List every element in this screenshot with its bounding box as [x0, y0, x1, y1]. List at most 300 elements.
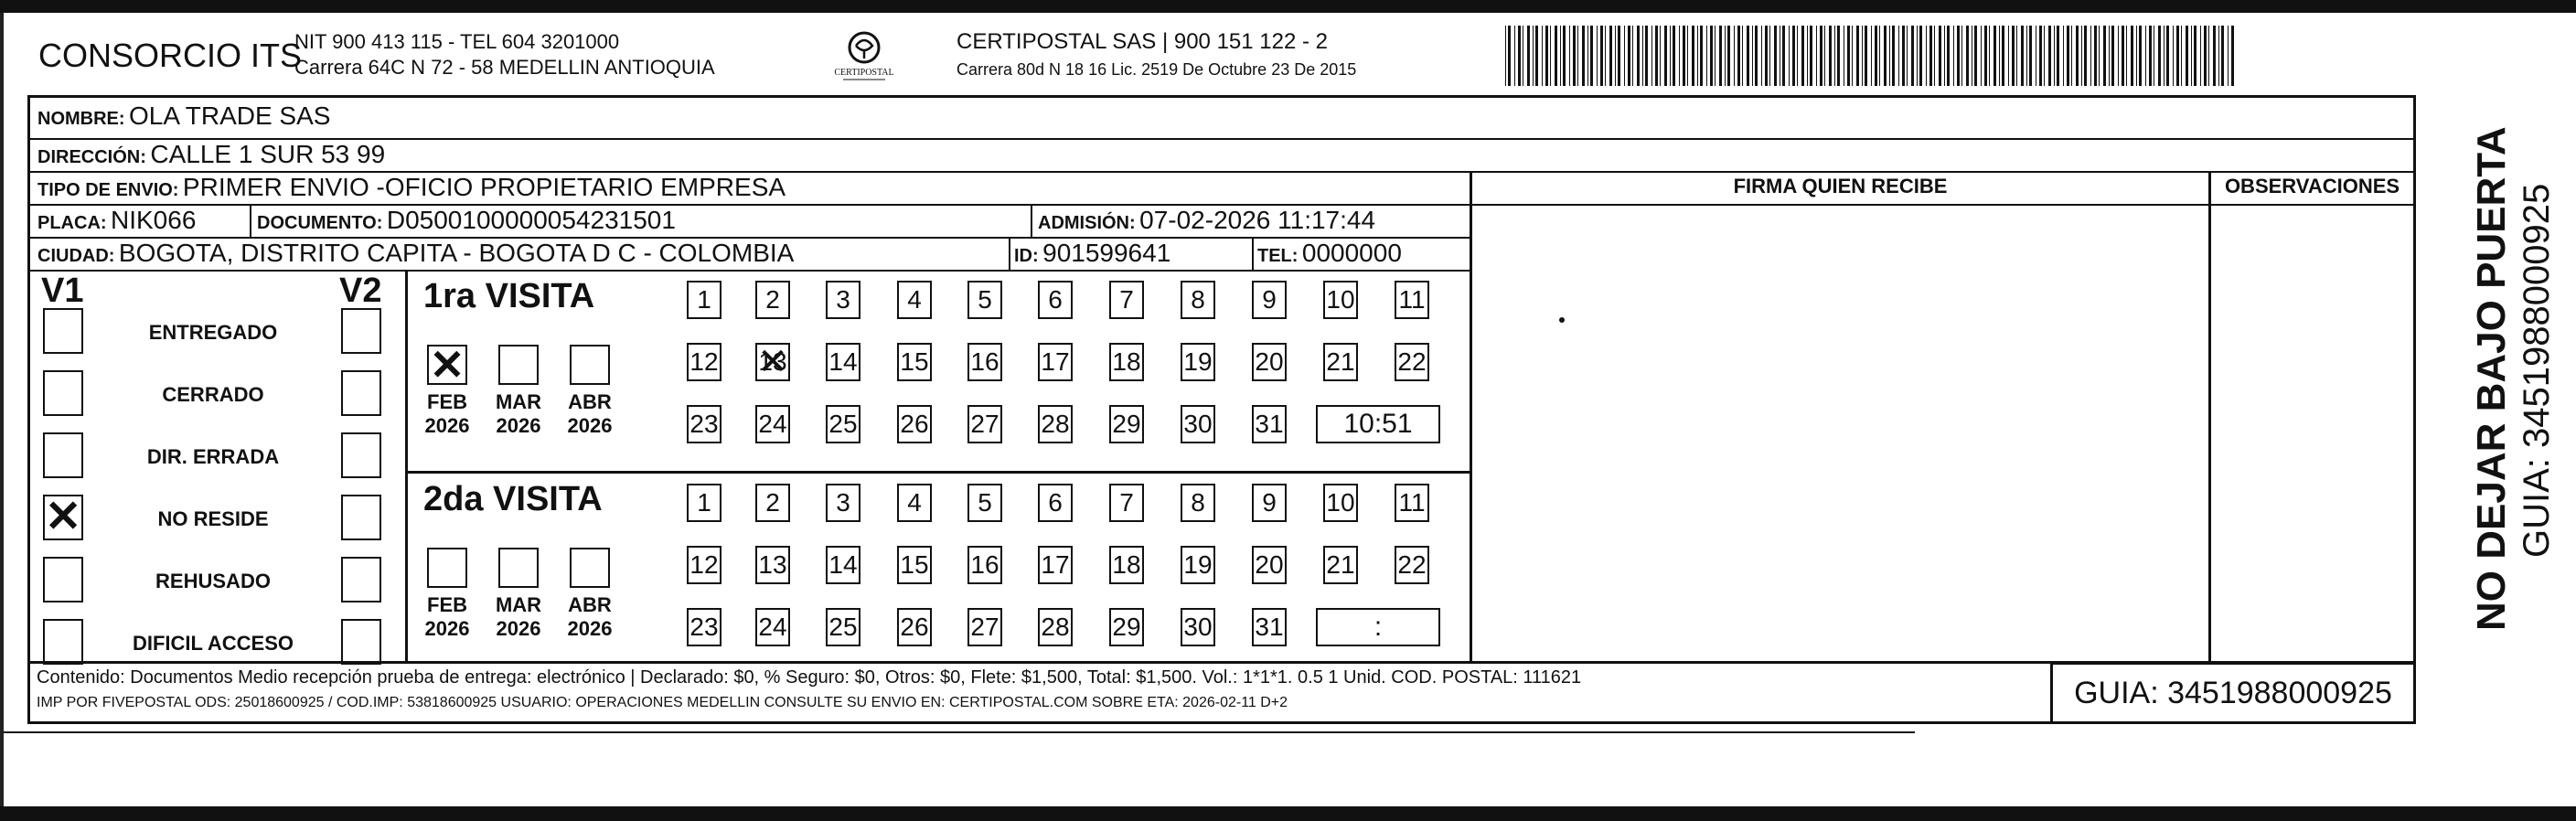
- barcode-bar: [1508, 26, 1511, 86]
- barcode-bar: [2063, 26, 2064, 86]
- day-box[interactable]: 9: [1252, 281, 1287, 319]
- barcode-bar: [1944, 26, 1945, 86]
- barcode-bar: [2021, 26, 2024, 86]
- barcode-bar: [2039, 26, 2042, 86]
- barcode-bar: [2221, 26, 2224, 86]
- month-name: MAR: [495, 390, 542, 413]
- barcode-bar: [1597, 26, 1598, 86]
- side-guia: GUIA: 3451988000925: [2517, 183, 2557, 558]
- barcode-bar: [1792, 26, 1795, 86]
- barcode-bar: [1961, 26, 1962, 86]
- barcode-bar: [1834, 26, 1835, 86]
- barcode-bar: [1797, 26, 1798, 86]
- placa-label: PLACA:: [37, 213, 107, 233]
- barcode-bar: [1782, 26, 1785, 86]
- barcode-bar: [2145, 26, 2146, 86]
- documento-value: D0500100000054231501: [386, 206, 676, 234]
- visit-time[interactable]: :: [1316, 608, 1440, 646]
- day-box[interactable]: 1: [687, 484, 721, 522]
- barcode-bar: [2131, 26, 2133, 86]
- month-label: [491, 390, 546, 438]
- day-box[interactable]: 8: [1181, 281, 1215, 319]
- barcode-bar: [1600, 26, 1603, 86]
- barcode-bar: [1837, 26, 1840, 86]
- v2-checkbox[interactable]: [341, 557, 381, 602]
- barcode-bar: [2191, 26, 2192, 86]
- month-label: [420, 390, 475, 438]
- id-label: ID:: [1014, 246, 1039, 266]
- day-box[interactable]: 17: [1038, 343, 1073, 381]
- barcode-bar: [1847, 26, 1850, 86]
- barcode-bar: [1820, 26, 1822, 86]
- barcode-bar: [1692, 26, 1694, 86]
- status-label: CERRADO: [162, 383, 264, 406]
- day-box[interactable]: 1: [687, 281, 721, 319]
- month-label: [562, 390, 617, 438]
- certipostal-info: CERTIPOSTAL SAS | 900 151 122 - 2: [957, 29, 1328, 54]
- day-box[interactable]: 14: [826, 343, 860, 381]
- barcode-bar: [1862, 26, 1863, 86]
- month-year: 2026: [496, 414, 541, 437]
- barcode-bar: [1683, 26, 1685, 86]
- nombre-row: [37, 101, 330, 131]
- day-box[interactable]: 10: [1323, 281, 1358, 319]
- day-box[interactable]: 19: [1181, 546, 1215, 584]
- barcode-bar: [1879, 26, 1880, 86]
- barcode-bar: [1755, 26, 1758, 86]
- month-checkbox[interactable]: [570, 548, 610, 588]
- v1-checkbox[interactable]: [43, 432, 83, 478]
- day-box[interactable]: 30: [1181, 608, 1215, 646]
- barcode-bar: [2139, 26, 2142, 86]
- barcode-bar: [1789, 26, 1790, 86]
- barcode-bar: [1582, 26, 1585, 86]
- day-box[interactable]: 2: [755, 484, 790, 522]
- day-box[interactable]: 8: [1181, 484, 1215, 522]
- barcode-bar: [1889, 26, 1890, 86]
- barcode-bar: [2054, 26, 2055, 86]
- day-box[interactable]: 24: [755, 608, 790, 646]
- month-name: FEB: [427, 390, 467, 413]
- barcode-bar: [1892, 26, 1895, 86]
- barcode-bar: [2111, 26, 2114, 86]
- v2-checkbox[interactable]: [341, 619, 381, 665]
- barcode-bar: [2228, 26, 2229, 86]
- barcode-bar: [1917, 26, 1918, 86]
- firma-header: FIRMA QUIEN RECIBE: [1733, 175, 1948, 197]
- barcode-bar: [1679, 26, 1680, 86]
- month-checkbox[interactable]: [570, 345, 610, 385]
- barcode-bar: [2067, 26, 2069, 86]
- month-name: ABR: [568, 593, 612, 616]
- tipo-value: PRIMER ENVIO -OFICIO PROPIETARIO EMPRESA: [182, 173, 786, 201]
- status-label: DIR. ERRADA: [146, 445, 280, 468]
- delivery-form: [27, 95, 2416, 664]
- barcode-bar: [2076, 26, 2079, 86]
- barcode-bar: [1587, 26, 1588, 86]
- status-label: REHUSADO: [155, 570, 271, 592]
- day-box[interactable]: 22: [1395, 546, 1429, 584]
- barcode-bar: [2071, 26, 2072, 86]
- barcode-bar: [1747, 26, 1749, 86]
- tipo-label: TIPO DE ENVIO:: [37, 180, 179, 200]
- day-box[interactable]: 31: [1252, 608, 1287, 646]
- day-box[interactable]: 17: [1038, 546, 1073, 584]
- barcode-bar: [1573, 26, 1576, 86]
- v1-checkbox[interactable]: [43, 308, 83, 354]
- barcode-bar: [1628, 26, 1630, 86]
- company-address: Carrera 64C N 72 - 58 MEDELLIN ANTIOQUIA: [294, 56, 715, 79]
- barcode-bar: [1742, 26, 1743, 86]
- barcode-bar: [1824, 26, 1825, 86]
- barcode-bar: [1533, 26, 1534, 86]
- barcode-bar: [1856, 26, 1859, 86]
- barcode-bar: [1687, 26, 1688, 86]
- nombre-label: NOMBRE:: [37, 109, 125, 129]
- day-box[interactable]: 3: [826, 281, 860, 319]
- month-name: FEB: [427, 593, 467, 616]
- barcode-bar: [2204, 26, 2207, 86]
- barcode-bar: [1664, 26, 1667, 86]
- barcode-bar: [1774, 26, 1777, 86]
- month-year: 2026: [424, 414, 470, 437]
- barcode-bar: [1993, 26, 1996, 86]
- admision-label: ADMISIÓN:: [1038, 213, 1136, 233]
- left-border: [0, 13, 4, 806]
- day-box[interactable]: 30: [1181, 405, 1215, 443]
- barcode-bar: [1898, 26, 1899, 86]
- day-box[interactable]: 15: [897, 343, 932, 381]
- admision-cell: [1038, 206, 1375, 235]
- day-box[interactable]: 18: [1109, 343, 1144, 381]
- barcode-bar: [2181, 26, 2182, 86]
- v2-checkbox[interactable]: [341, 432, 381, 478]
- day-box[interactable]: 5: [967, 281, 1002, 319]
- day-box[interactable]: 6: [1038, 281, 1073, 319]
- v1-checkbox[interactable]: [43, 370, 83, 416]
- month-checkbox[interactable]: [498, 345, 539, 385]
- company-name: CONSORCIO ITS: [38, 37, 303, 74]
- barcode-bar: [1919, 26, 1922, 86]
- barcode-bar: [1673, 26, 1675, 86]
- barcode-bar: [1545, 26, 1548, 86]
- month-name: MAR: [495, 593, 542, 616]
- barcode-bar: [1569, 26, 1570, 86]
- day-box[interactable]: 20: [1252, 546, 1287, 584]
- company-nit: NIT 900 413 115 - TEL 604 3201000: [294, 30, 620, 53]
- month-year: 2026: [496, 617, 541, 640]
- barcode-bar: [1697, 26, 1698, 86]
- certipostal-license: Carrera 80d N 18 16 Lic. 2519 De Octubre 23 De 2015: [957, 60, 1357, 79]
- barcode-bar: [1535, 26, 1538, 86]
- day-box[interactable]: 12: [687, 546, 721, 584]
- barcode-bar: [1719, 26, 1722, 86]
- documento-cell: [257, 206, 676, 235]
- month-year: 2026: [567, 617, 613, 640]
- barcode-bar: [1852, 26, 1853, 86]
- barcode-bar: [1706, 26, 1707, 86]
- barcode-bar: [2136, 26, 2137, 86]
- day-box[interactable]: 7: [1109, 281, 1144, 319]
- day-box[interactable]: 14: [826, 546, 860, 584]
- barcode-bar: [1518, 26, 1521, 86]
- barcode-bar: [2008, 26, 2009, 86]
- direccion-value: CALLE 1 SUR 53 99: [150, 140, 386, 168]
- barcode-bar: [1710, 26, 1713, 86]
- barcode-bar: [2090, 26, 2091, 86]
- barcode-bar: [1807, 26, 1808, 86]
- visit-title: 1ra VISITA: [423, 277, 595, 315]
- barcode-bar: [1550, 26, 1551, 86]
- tel-cell: [1257, 239, 1402, 268]
- ciudad-cell: [37, 239, 794, 268]
- barcode-bar: [1871, 26, 1872, 86]
- barcode-bar: [1563, 26, 1566, 86]
- barcode-bar: [1590, 26, 1593, 86]
- status-label: DIFICIL ACCESO: [132, 632, 294, 655]
- certipostal-logo: [823, 27, 905, 86]
- footer-imp: IMP POR FIVEPOSTAL ODS: 25018600925 / COD.IMP: 53818600925 USUARIO: OPERACIONES MEDELLIN CONSULTE SU ENVIO EN: CERTIPOSTAL.COM SOBRE ETA: 2026-02-11 D+2: [37, 695, 1288, 710]
- barcode-bar: [2213, 26, 2216, 86]
- barcode-bar: [2231, 26, 2234, 86]
- company-info: [294, 29, 715, 80]
- barcode-bar: [1624, 26, 1625, 86]
- tel-label: TEL:: [1257, 246, 1299, 266]
- barcode-bar: [1765, 26, 1768, 86]
- v2-checkbox[interactable]: [341, 370, 381, 416]
- barcode-bar: [2099, 26, 2100, 86]
- tel-value: 0000000: [1301, 239, 1402, 267]
- day-box[interactable]: 19: [1181, 343, 1215, 381]
- visit-title: 2da VISITA: [423, 480, 603, 518]
- guia-number: GUIA: 3451988000925: [2050, 662, 2416, 724]
- status-label: NO RESIDE: [157, 507, 269, 530]
- barcode-bar: [1615, 26, 1616, 86]
- day-box[interactable]: 21: [1323, 546, 1358, 584]
- month-label: [562, 593, 617, 641]
- barcode-bar: [1902, 26, 1905, 86]
- barcode-bar: [2094, 26, 2097, 86]
- v1-header: V1: [41, 272, 84, 310]
- barcode-bar: [2044, 26, 2045, 86]
- observaciones-header: OBSERVACIONES: [2224, 175, 2400, 197]
- barcode-bar: [2016, 26, 2017, 86]
- ciudad-label: CIUDAD:: [37, 246, 115, 266]
- barcode-bar: [1929, 26, 1932, 86]
- month-checkbox[interactable]: [498, 548, 539, 588]
- day-box[interactable]: 15: [897, 546, 932, 584]
- barcode-bar: [2176, 26, 2179, 86]
- day-box[interactable]: 6: [1038, 484, 1073, 522]
- barcode-bar: [1609, 26, 1612, 86]
- day-box[interactable]: 2: [755, 281, 790, 319]
- barcode-bar: [1527, 26, 1530, 86]
- day-box[interactable]: 16: [967, 546, 1002, 584]
- barcode-bar: [2103, 26, 2106, 86]
- barcode-bar: [2012, 26, 2015, 86]
- day-box[interactable]: 9: [1252, 484, 1287, 522]
- no-dejar-warning: NO DEJAR BAJO PUERTA: [2469, 126, 2514, 631]
- barcode-bar: [1999, 26, 2000, 86]
- barcode: [1505, 26, 2237, 86]
- barcode-bar: [2109, 26, 2110, 86]
- barcode-bar: [2122, 26, 2124, 86]
- barcode-bar: [1981, 26, 1982, 86]
- barcode-bar: [1884, 26, 1887, 86]
- barcode-bar: [1974, 26, 1977, 86]
- day-box[interactable]: 27: [967, 405, 1002, 443]
- month-year: 2026: [567, 414, 613, 437]
- v1-checkbox[interactable]: [43, 495, 83, 540]
- barcode-bar: [1560, 26, 1561, 86]
- day-box[interactable]: 28: [1038, 608, 1073, 646]
- barcode-bar: [2149, 26, 2152, 86]
- barcode-bar: [1727, 26, 1730, 86]
- month-label: [420, 593, 475, 641]
- direccion-label: DIRECCIÓN:: [37, 147, 146, 167]
- day-box[interactable]: 29: [1109, 608, 1144, 646]
- cut-line: [4, 731, 1915, 733]
- barcode-bar: [1734, 26, 1735, 86]
- day-box[interactable]: 31: [1252, 405, 1287, 443]
- day-box[interactable]: 25: [826, 608, 860, 646]
- day-box[interactable]: 26: [897, 608, 932, 646]
- bottom-border: [0, 806, 2576, 821]
- barcode-bar: [1934, 26, 1935, 86]
- month-name: ABR: [568, 390, 612, 413]
- barcode-bar: [2118, 26, 2119, 86]
- month-checkbox[interactable]: [427, 548, 467, 588]
- day-box[interactable]: 23: [687, 608, 721, 646]
- day-box[interactable]: 26: [897, 405, 932, 443]
- barcode-bar: [1966, 26, 1969, 86]
- id-cell: [1014, 239, 1170, 268]
- barcode-bar: [1505, 26, 1506, 86]
- barcode-bar: [1810, 26, 1812, 86]
- day-box[interactable]: 4: [897, 484, 932, 522]
- barcode-bar: [2194, 26, 2197, 86]
- ciudad-value: BOGOTA, DISTRITO CAPITA - BOGOTA D C - COLOMBIA: [118, 239, 795, 267]
- barcode-bar: [1926, 26, 1927, 86]
- day-box[interactable]: 20: [1252, 343, 1287, 381]
- barcode-bar: [2081, 26, 2082, 86]
- barcode-bar: [2048, 26, 2051, 86]
- barcode-bar: [1801, 26, 1804, 86]
- logo-text: CERTIPOSTAL: [834, 68, 894, 78]
- day-box[interactable]: 28: [1038, 405, 1073, 443]
- month-year: 2026: [424, 617, 470, 640]
- barcode-bar: [1642, 26, 1643, 86]
- barcode-bar: [1655, 26, 1658, 86]
- day-box[interactable]: 18: [1109, 546, 1144, 584]
- barcode-bar: [1632, 26, 1633, 86]
- barcode-bar: [1907, 26, 1908, 86]
- status-label: ENTREGADO: [148, 321, 278, 344]
- barcode-bar: [1737, 26, 1740, 86]
- barcode-bar: [2029, 26, 2032, 86]
- nombre-value: OLA TRADE SAS: [129, 101, 331, 130]
- day-box[interactable]: 22: [1395, 343, 1429, 381]
- barcode-bar: [1865, 26, 1867, 86]
- day-box[interactable]: 25: [826, 405, 860, 443]
- top-border: [0, 0, 2576, 13]
- barcode-bar: [1752, 26, 1753, 86]
- v1-checkbox[interactable]: [43, 557, 83, 602]
- barcode-bar: [1660, 26, 1661, 86]
- barcode-bar: [1577, 26, 1578, 86]
- barcode-bar: [1670, 26, 1671, 86]
- barcode-bar: [1542, 26, 1543, 86]
- day-box[interactable]: 13: [755, 546, 790, 584]
- barcode-bar: [1947, 26, 1950, 86]
- direccion-row: [37, 140, 385, 169]
- barcode-bar: [1989, 26, 1990, 86]
- barcode-bar: [1957, 26, 1960, 86]
- day-box[interactable]: 7: [1109, 484, 1144, 522]
- barcode-bar: [1761, 26, 1762, 86]
- barcode-bar: [2200, 26, 2201, 86]
- v1-checkbox[interactable]: [43, 619, 83, 665]
- day-box[interactable]: 11: [1395, 281, 1429, 319]
- barcode-bar: [1605, 26, 1606, 86]
- v2-checkbox[interactable]: [341, 308, 381, 354]
- barcode-bar: [1829, 26, 1832, 86]
- barcode-bar: [2026, 26, 2027, 86]
- tipo-row: [37, 173, 786, 202]
- barcode-bar: [1953, 26, 1954, 86]
- day-box[interactable]: 23: [687, 405, 721, 443]
- day-box[interactable]: 16: [967, 343, 1002, 381]
- day-box[interactable]: 5: [967, 484, 1002, 522]
- v2-header: V2: [339, 272, 382, 310]
- barcode-bar: [1816, 26, 1817, 86]
- barcode-bar: [1715, 26, 1716, 86]
- barcode-bar: [1637, 26, 1640, 86]
- barcode-bar: [2186, 26, 2188, 86]
- day-box[interactable]: 24: [755, 405, 790, 443]
- placa-cell: [37, 206, 196, 235]
- day-box[interactable]: 29: [1109, 405, 1144, 443]
- day-box[interactable]: 3: [826, 484, 860, 522]
- barcode-bar: [1514, 26, 1515, 86]
- barcode-bar: [2173, 26, 2174, 86]
- day-box[interactable]: 11: [1395, 484, 1429, 522]
- barcode-bar: [2126, 26, 2127, 86]
- v2-checkbox[interactable]: [341, 495, 381, 540]
- barcode-bar: [2208, 26, 2209, 86]
- barcode-bar: [1651, 26, 1652, 86]
- placa-value: NIK066: [111, 206, 197, 234]
- barcode-bar: [1700, 26, 1703, 86]
- day-box[interactable]: 27: [967, 608, 1002, 646]
- visit-time[interactable]: 10:51: [1316, 405, 1440, 443]
- barcode-bar: [2084, 26, 2087, 86]
- day-box[interactable]: 4: [897, 281, 932, 319]
- month-checkbox[interactable]: [427, 345, 467, 385]
- month-label: [491, 593, 546, 641]
- day-box[interactable]: 13 ✕: [755, 343, 790, 381]
- barcode-bar: [1725, 26, 1726, 86]
- day-box[interactable]: 10: [1323, 484, 1358, 522]
- admision-value: 07-02-2026 11:17:44: [1139, 206, 1376, 234]
- barcode-bar: [1645, 26, 1648, 86]
- id-value: 901599641: [1042, 239, 1171, 267]
- barcode-bar: [2057, 26, 2059, 86]
- barcode-bar: [1618, 26, 1620, 86]
- day-box[interactable]: 21: [1323, 343, 1358, 381]
- barcode-bar: [2218, 26, 2219, 86]
- day-box[interactable]: 12: [687, 343, 721, 381]
